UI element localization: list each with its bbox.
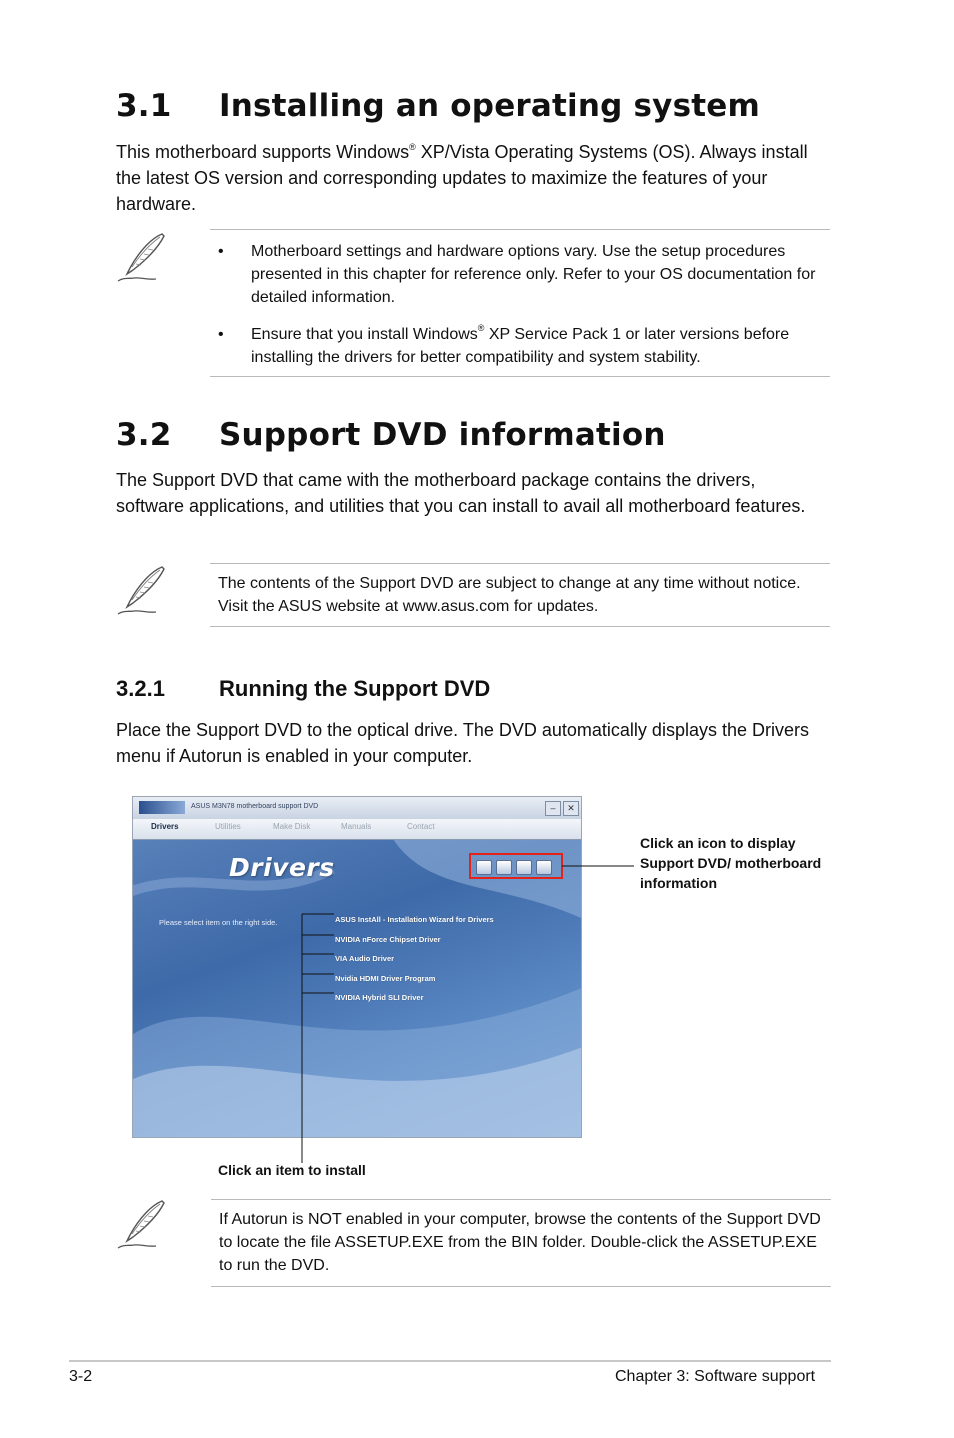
note-text: The contents of the Support DVD are subject to change at any time without notice. Visit the ASUS website at www.asus.com for updates. [218, 575, 801, 615]
select-prompt: Please select item on the right side. [159, 918, 278, 927]
driver-item[interactable]: Nvidia HDMI Driver Program [335, 974, 436, 983]
section-title: Installing an operating system [219, 88, 760, 124]
tab-utilities[interactable]: Utilities [215, 822, 241, 831]
para-text: XP/Vista Operating Systems (OS). Always install the latest OS version and corresponding updates to maximize the features of your hardware. [116, 142, 808, 214]
callout-icons: Click an icon to display Support DVD/ motherboard information [640, 835, 822, 891]
window-title: ASUS M3N78 motherboard support DVD [191, 803, 319, 810]
driver-item[interactable]: VIA Audio Driver [335, 954, 395, 963]
tab-make-disk[interactable]: Make Disk [273, 822, 311, 831]
tab-manuals[interactable]: Manuals [341, 822, 372, 831]
subsection-title: Running the Support DVD [219, 676, 491, 701]
note-pen-icon [116, 1197, 170, 1251]
subsection-number: 3.2.1 [116, 676, 165, 701]
tab-contact[interactable]: Contact [407, 822, 435, 831]
footer-rule [69, 1360, 831, 1362]
registered-mark: ® [477, 323, 485, 333]
callout-items: Click an item to install [218, 1162, 366, 1178]
tab-drivers[interactable]: Drivers [151, 822, 179, 831]
bullet-mark: • [218, 326, 224, 343]
note-text: If Autorun is NOT enabled in your computer, browse the contents of the Support DVD to locate the file ASSETUP.EXE from the BIN folder. Double-click the ASSETUP.EXE to run the DVD. [219, 1211, 821, 1274]
page-number: 3-2 [69, 1368, 93, 1385]
section-2-paragraph: The Support DVD that came with the motherboard package contains the drivers, software applications, and utilities that you can install to avail all motherboard features. [116, 470, 806, 516]
driver-item[interactable]: NVIDIA Hybrid SLI Driver [335, 993, 424, 1002]
note-box-autorun [211, 1199, 831, 1287]
subsection-paragraph: Place the Support DVD to the optical drive. The DVD automatically displays the Drivers menu if Autorun is enabled in your computer. [116, 720, 809, 766]
section-number: 3.1 [116, 88, 172, 124]
section-title: Support DVD information [219, 417, 666, 453]
drivers-heading: Drivers [229, 853, 335, 882]
note-bullet-text: Motherboard settings and hardware options vary. Use the setup procedures presented in this chapter for reference only. Refer to your OS documentation for detailed information. [251, 243, 816, 306]
close-icon[interactable]: ✕ [563, 801, 579, 816]
bullet-mark: • [218, 243, 224, 260]
minimize-icon[interactable]: – [545, 801, 561, 816]
section-number: 3.2 [116, 417, 172, 453]
driver-item[interactable]: NVIDIA nForce Chipset Driver [335, 935, 441, 944]
registered-mark: ® [409, 142, 416, 152]
para-text: This motherboard supports Windows [116, 142, 410, 162]
driver-item[interactable]: ASUS InstAll - Installation Wizard for Drivers [335, 915, 494, 924]
note-bullet-text: XP Service Pack 1 or later versions before installing the drivers for better compatibility and system stability. [251, 326, 790, 366]
chapter-label: Chapter 3: Software support [615, 1368, 816, 1385]
note-bullet-text: Ensure that you install Windows [251, 326, 478, 343]
